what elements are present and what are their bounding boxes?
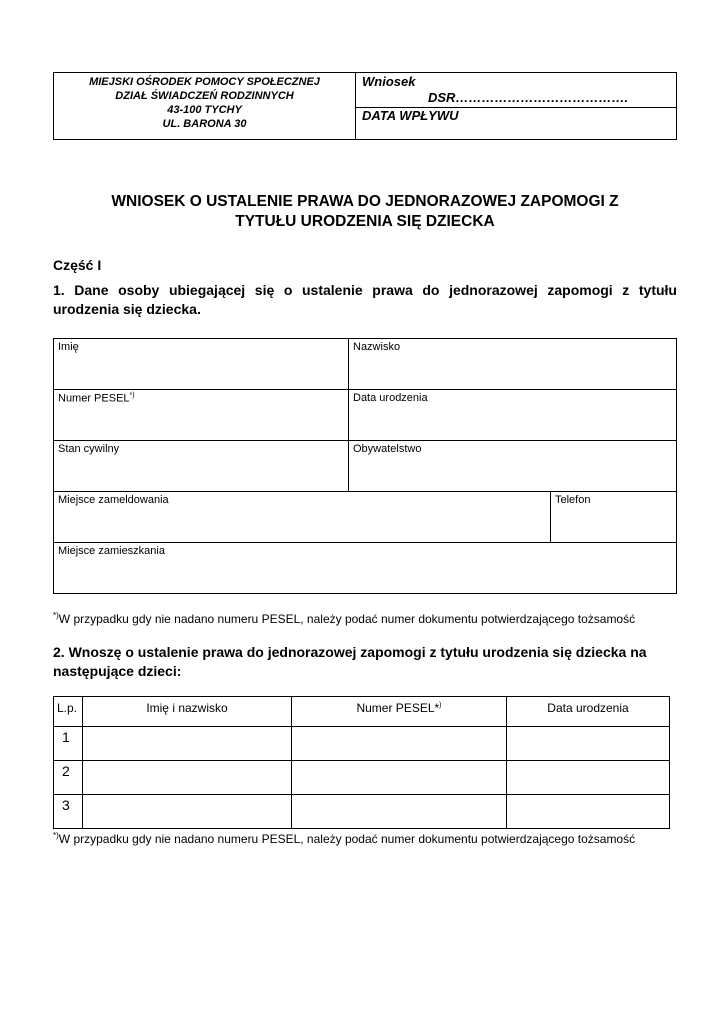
registered-address-field[interactable]	[53, 491, 551, 543]
header-box	[53, 72, 677, 140]
first-name-field[interactable]	[53, 338, 349, 390]
col-header-pesel	[291, 696, 507, 727]
office-city: 43-100 TYCHY	[167, 104, 242, 116]
marital-status-field[interactable]	[53, 440, 349, 492]
row-number: 1	[53, 726, 83, 761]
birth-date-field[interactable]	[348, 389, 677, 441]
footnote-1	[53, 611, 635, 626]
child-pesel-cell[interactable]	[291, 726, 507, 761]
row-number: 2	[53, 760, 83, 795]
application-number-box	[356, 73, 676, 108]
child-pesel-cell[interactable]	[291, 760, 507, 795]
residence-address-field[interactable]	[53, 542, 677, 594]
phone-field[interactable]	[550, 491, 677, 543]
child-birth-date-cell[interactable]	[506, 760, 670, 795]
form-title-line-1: WNIOSEK O USTALENIE PRAWA DO JEDNORAZOWEJ ZAPOMOGI Z	[111, 193, 619, 210]
col-header-name: Imię i nazwisko	[82, 696, 292, 727]
col-header-birth-date: Data urodzenia	[506, 696, 670, 727]
child-name-cell[interactable]	[82, 726, 292, 761]
col-header-pesel-mark: )	[439, 702, 442, 709]
office-street: UL. BARONA 30	[162, 118, 247, 130]
wniosek-label: Wniosek	[362, 74, 416, 89]
office-name: MIEJSKI OŚRODEK POMOCY SPOŁECZNEJ	[89, 76, 320, 88]
receipt-date-label[interactable]: DATA WPŁYWU	[362, 108, 459, 123]
footnote-1-text: W przypadku gdy nie nadano numeru PESEL, należy podać numer dokumentu potwierdzającego tożsamość	[58, 612, 636, 626]
birth-date-label: Data urodzenia	[353, 392, 428, 404]
part-label: Część I	[53, 257, 102, 273]
citizenship-field[interactable]	[348, 440, 677, 492]
footnote-2-text: W przypadku gdy nie nadano numeru PESEL, należy podać numer dokumentu potwierdzającego tożsamość	[58, 832, 636, 846]
dsr-number-field[interactable]: DSR………………………………….	[428, 90, 629, 105]
citizenship-label: Obywatelstwo	[353, 443, 422, 455]
section-2-heading: 2. Wnoszę o ustalenie prawa do jednorazowej zapomogi z tytułu urodzenia się dziecka na następujące dzieci:	[53, 644, 647, 679]
form-title-line-2: TYTUŁU URODZENIA SIĘ DZIECKA	[235, 213, 495, 230]
col-header-pesel-label: Numer PESEL*	[356, 701, 440, 715]
phone-label: Telefon	[555, 494, 591, 506]
last-name-label: Nazwisko	[353, 341, 401, 353]
last-name-field[interactable]	[348, 338, 677, 390]
pesel-field[interactable]	[53, 389, 349, 441]
application-info	[356, 73, 676, 139]
child-birth-date-cell[interactable]	[506, 726, 670, 761]
form-title	[53, 192, 677, 232]
footnote-2-mark: *)	[53, 831, 59, 840]
child-name-cell[interactable]	[82, 760, 292, 795]
registered-address-label: Miejsce zameldowania	[58, 494, 169, 506]
pesel-footnote-mark: *)	[129, 392, 135, 399]
first-name-label: Imię	[58, 341, 79, 353]
footnote-1-mark: *)	[53, 611, 59, 620]
pesel-label: Numer PESEL	[58, 392, 130, 405]
office-info	[54, 73, 356, 139]
footnote-2	[53, 831, 635, 846]
child-birth-date-cell[interactable]	[506, 794, 670, 829]
marital-status-label: Stan cywilny	[58, 443, 120, 455]
col-header-lp: L.p.	[53, 696, 83, 727]
child-pesel-cell[interactable]	[291, 794, 507, 829]
child-name-cell[interactable]	[82, 794, 292, 829]
office-department: DZIAŁ ŚWIADCZEŃ RODZINNYCH	[115, 90, 294, 102]
section-1-heading: 1. Dane osoby ubiegającej się o ustalenie prawa do jednorazowej zapomogi z tytułu urodzenia się dziecka.	[53, 282, 677, 317]
residence-address-label: Miejsce zamieszkania	[58, 545, 165, 557]
row-number: 3	[53, 794, 83, 829]
